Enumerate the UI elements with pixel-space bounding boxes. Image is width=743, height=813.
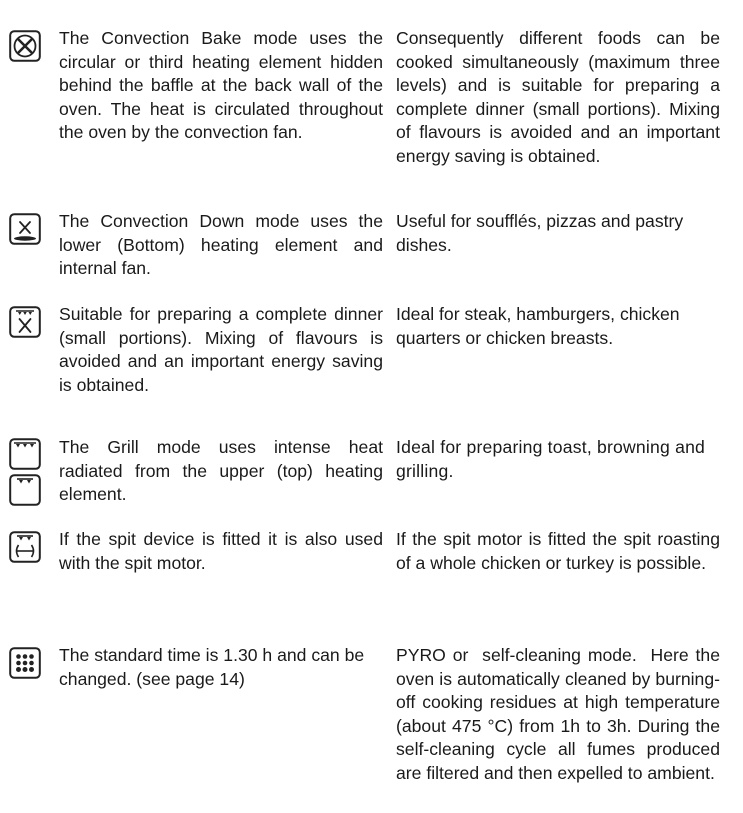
mode-description: The Convection Down mode uses the lower (Bottom) heating element and internal fan. [59,211,383,278]
rotisserie-icon [9,531,41,563]
mode-usage: If the spit motor is fitted the spit roasting of a whole chicken or turkey is possible. [396,529,720,573]
mode-usage: PYRO or self-cleaning mode. Here the oven is automatically cleaned by burning-off cooking residues at high temperature (about 475 °C) from 1h to 3h. During the self-cleaning cycle all fumes produced are filtered and then expelled to ambient. [396,645,725,783]
mode-description: Suitable for preparing a complete dinner (small portions). Mixing of flavours is avoided and an important energy saving is obtained. [59,304,383,395]
convection-down-icon [9,213,41,245]
mode-usage: Consequently different foods can be cooked simultaneously (maximum three levels) and is suitable for preparing a complete dinner (small portions). Mixing of flavours is avoided and an important energy saving is obtained. [396,28,720,166]
pyro-clean-icon [9,647,41,679]
full-grill-icon [9,438,41,470]
grill-icon [9,474,41,506]
mode-description: The Grill mode uses intense heat radiated from the upper (top) heating element. [59,437,383,504]
mode-usage: Ideal for steak, hamburgers, chicken quarters or chicken breasts. [396,304,680,348]
mode-usage: Useful for soufflés, pizzas and pastry dishes. [396,211,684,255]
convection-grill-icon [9,306,41,338]
mode-description: The standard time is 1.30 h and can be changed. (see page 14) [59,645,365,689]
mode-description: If the spit device is fitted it is also used with the spit motor. [59,529,383,573]
convection-bake-icon [9,30,41,62]
mode-usage: Ideal for preparing toast, browning and grilling. [396,437,706,481]
mode-description: The Convection Bake mode uses the circular or third heating element hidden behind the baffle at the back wall of the oven. The heat is circulated throughout the oven by the convection fan. [59,28,383,142]
